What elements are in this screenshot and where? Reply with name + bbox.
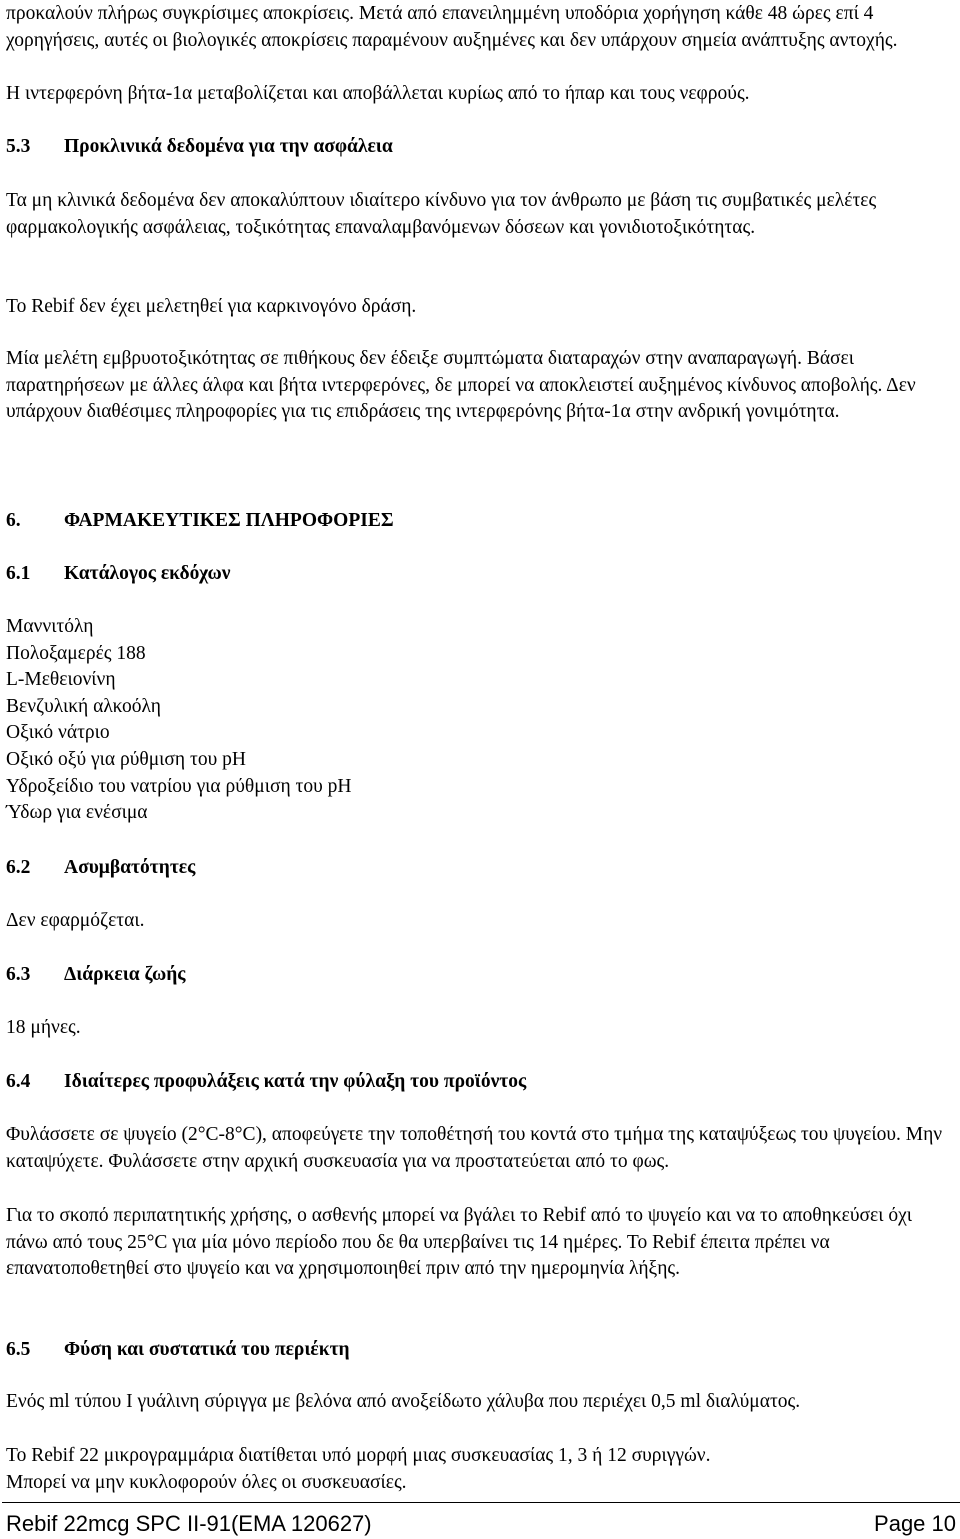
section-6-3-heading [6,962,186,988]
section-title: ΦΑΡΜΑΚΕΥΤΙΚΕΣ ΠΛΗΡΟΦΟΡΙΕΣ [64,510,394,531]
section-6-5-heading [6,1337,350,1363]
footer-divider [2,1502,960,1503]
section-6-2-heading [6,855,195,881]
section-6-4-paragraph-2: Για το σκοπό περιπατητικής χρήσης, ο ασθενής μπορεί να βγάλει το Rebif από το ψυγείο και να το αποθηκεύσει όχι πάνω από τους 25°C για μία μόνο περίοδο που δε θα υπερβαίνει τις 14 ημέρες. Το Rebif έπειτα πρέπει να επανατοποθετηθεί στο ψυγείο και να χρησιμοποιηθεί πριν από την ημερομηνία λήξης. [6,1205,912,1280]
list-item: Πολοξαμερές 188 [6,642,146,664]
section-6-4-heading [6,1069,526,1095]
section-6-3-text: 18 μήνες. [6,1017,81,1038]
section-title: Ιδιαίτερες προφυλάξεις κατά την φύλαξη του προϊόντος [64,1071,527,1092]
metabolism-paragraph: Η ιντερφερόνη βήτα-1α μεταβολίζεται και αποβάλλεται κυρίως από το ήπαρ και τους νεφρούς. [6,83,750,104]
section-number: 6.4 [6,1071,31,1092]
list-item: Οξικό νάτριο [6,722,110,744]
list-item: Βενζυλική αλκοόλη [6,695,161,717]
section-6-5-paragraph-2: Το Rebif 22 μικρογραμμάρια διατίθεται υπό μορφή μιας συσκευασίας 1, 3 ή 12 συριγγών. [6,1445,711,1466]
section-number: 6.3 [6,964,31,985]
section-6-1-heading [6,561,231,587]
list-item: L-Μεθειονίνη [6,669,116,691]
section-6-heading [6,508,394,534]
section-5-3-paragraph-3: Μία μελέτη εμβρυοτοξικότητας σε πιθήκους δεν έδειξε συμπτώματα διαταραχών στην αναπαραγωγή. Βάσει παρατηρήσεων με άλλες άλφα και βήτα ιντερφερόνες, δε μπορεί να αποκλειστεί αυξημένος κίνδυνος αποβολής. Δεν υπάρχουν διαθέσιμες πληροφορίες για τις επιδράσεις της ιντερφερόνης βήτα-1α στην ανδρική γονιμότητα. [6,348,916,423]
intro-paragraph: προκαλούν πλήρως συγκρίσιμες αποκρίσεις. Μετά από επανειλημμένη υποδόρια χορήγηση κάθε 48 ώρες επί 4 χορηγήσεις, αυτές οι βιολογικές αποκρίσεις παραμένουν αυξημένες και δεν υπάρχουν σημεία ανάπτυξης αντοχής. [6,3,898,51]
list-item: Μαννιτόλη [6,616,94,637]
section-6-4-paragraph-1: Φυλάσσετε σε ψυγείο (2°C-8°C), αποφεύγετε την τοποθέτησή του κοντά στο τμήμα της καταψύξεως του ψυγείου. Μην καταψύχετε. Φυλάσσετε στην αρχική συσκευασία για να προστατεύεται από το φως. [6,1124,943,1172]
section-5-3-paragraph-1: Τα μη κλινικά δεδομένα δεν αποκαλύπτουν ιδιαίτερο κίνδυνο για τον άνθρωπο με βάση τις συμβατικές μελέτες φαρμακολογικής ασφάλειας, τοξικότητας επαναλαμβανόμενων δόσεων και γονιδιοτοξικότητας. [6,190,877,238]
list-item: Ύδωρ για ενέσιμα [6,802,148,824]
excipients-list [6,614,956,827]
section-number: 6. [6,510,21,531]
section-number: 5.3 [6,136,31,157]
footer-page-number: Page 10 [874,1511,956,1536]
section-5-3-heading [6,134,393,160]
section-title: Κατάλογος εκδόχων [64,563,231,584]
section-title: Προκλινικά δεδομένα για την ασφάλεια [64,136,393,157]
section-6-5-paragraph-1: Ενός ml τύπου I γυάλινη σύριγγα με βελόνα από ανοξείδωτο χάλυβα που περιέχει 0,5 ml διαλύματος. [6,1391,801,1412]
section-number: 6.2 [6,857,31,878]
list-item: Οξικό οξύ για ρύθμιση του pH [6,748,246,770]
section-title: Διάρκεια ζωής [64,964,186,985]
section-6-5-paragraph-3: Μπορεί να μην κυκλοφορούν όλες οι συσκευασίες. [6,1472,407,1493]
section-number: 6.5 [6,1339,31,1360]
footer-document-id: Rebif 22mcg SPC II-91(EMA 120627) [6,1511,372,1536]
section-title: Φύση και συστατικά του περιέκτη [64,1339,350,1360]
list-item: Υδροξείδιο του νατρίου για ρύθμιση του pH [6,775,352,797]
section-5-3-paragraph-2: Το Rebif δεν έχει μελετηθεί για καρκινογόνο δράση. [6,296,417,317]
section-6-2-text: Δεν εφαρμόζεται. [6,910,145,931]
section-title: Ασυμβατότητες [64,857,196,878]
section-number: 6.1 [6,563,31,584]
